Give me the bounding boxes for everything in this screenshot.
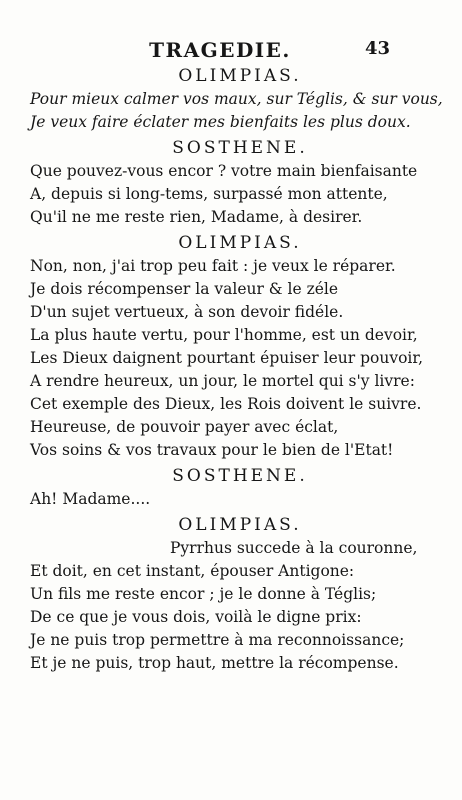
verse-line: D'un sujet vertueux, à son devoir fidéle. (30, 303, 344, 321)
verse-line: A rendre heureux, un jour, le mortel qui s'y livre: (30, 372, 415, 390)
verse-line: Je veux faire éclater mes bienfaits les plus doux. (30, 113, 411, 131)
running-title: TRAGEDIE. (149, 38, 291, 62)
verse-line: Je ne puis trop permettre à ma reconnoissance; (30, 631, 405, 649)
verse-line: Pyrrhus succede à la couronne, (170, 539, 418, 557)
verse-line: Heureuse, de pouvoir payer avec éclat, (30, 418, 339, 436)
speaker-name: SOSTHENE. (172, 466, 308, 486)
verse-line: Et je ne puis, trop haut, mettre la récompense. (30, 654, 399, 672)
verse-line: Cet exemple des Dieux, les Rois doivent le suivre. (30, 395, 422, 413)
verse-line: Vos soins & vos travaux pour le bien de l'Etat! (30, 441, 394, 459)
verse-line: Un fils me reste encor ; je le donne à Téglis; (30, 585, 377, 603)
verse-line: Et doit, en cet instant, épouser Antigone: (30, 562, 355, 580)
verse-line: Les Dieux daignent pourtant épuiser leur pouvoir, (30, 349, 424, 367)
verse-line: Je dois récompenser la valeur & le zéle (30, 280, 339, 298)
verse-line: Ah! Madame.... (30, 490, 151, 508)
play-text (30, 64, 443, 675)
page-number: 43 (364, 38, 390, 59)
speaker-name: OLIMPIAS. (178, 66, 302, 86)
speaker-name: SOSTHENE. (172, 138, 308, 158)
speaker-name: OLIMPIAS. (178, 233, 302, 253)
verse-line: La plus haute vertu, pour l'homme, est un devoir, (30, 326, 418, 344)
page-header (0, 38, 462, 66)
verse-line: Pour mieux calmer vos maux, sur Téglis, & sur vous, (30, 90, 443, 108)
verse-line: Qu'il ne me reste rien, Madame, à desirer. (30, 208, 363, 226)
verse-line: De ce que je vous dois, voilà le digne prix: (30, 608, 362, 626)
verse-line: Que pouvez-vous encor ? votre main bienfaisante (30, 162, 418, 180)
speaker-name: OLIMPIAS. (178, 515, 302, 535)
verse-line: Non, non, j'ai trop peu fait : je veux le réparer. (30, 257, 396, 275)
verse-line: A, depuis si long-tems, surpassé mon attente, (30, 185, 388, 203)
